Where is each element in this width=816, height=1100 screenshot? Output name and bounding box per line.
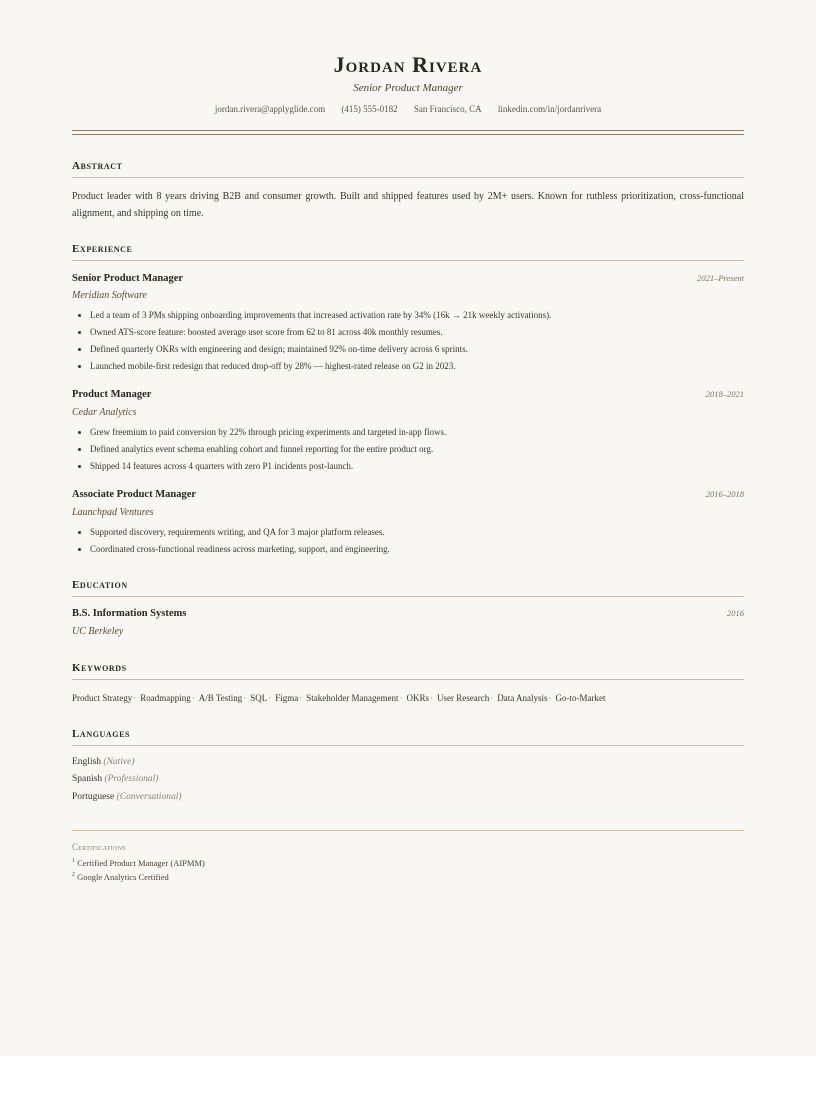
job-title: Associate Product Manager — [72, 489, 197, 500]
footnote-number: 2 — [72, 872, 75, 879]
bullet: • Owned ATS-score feature: boosted average user score from 62 to 81 across 40k monthly resumes. — [90, 324, 551, 341]
certification-text: Certified Product Manager (AIPMM) — [77, 858, 205, 868]
keyword-separator: · — [299, 693, 303, 703]
keyword: Data Analysis — [497, 693, 548, 703]
keyword-separator: · — [243, 693, 247, 703]
job-title: Product Manager — [72, 389, 152, 400]
contact-phone: (415) 555-0182 — [341, 104, 398, 114]
language-name: Portuguese — [72, 792, 115, 802]
keyword: Roadmapping — [140, 693, 191, 703]
job-dates: 2016–2018 — [705, 489, 744, 499]
keyword-separator: · — [548, 693, 552, 703]
language-name: English — [72, 757, 102, 767]
certification-text: Google Analytics Certified — [77, 872, 169, 882]
bullet: • Defined analytics event schema enabling cohort and funnel reporting for the entire product org. — [90, 441, 446, 458]
bullet: • Launched mobile-first redesign that reduced drop-off by 28% — highest-rated release on G2 in 2023. — [90, 358, 551, 375]
abstract-heading: Abstract — [72, 160, 744, 178]
job-bullets — [72, 424, 446, 475]
job-company: Cedar Analytics — [72, 407, 137, 418]
keyword-separator: · — [399, 693, 403, 703]
language-level: (Native) — [103, 757, 135, 767]
keywords-heading: Keywords — [72, 662, 744, 680]
bullet: • Shipped 14 features across 4 quarters with zero P1 incidents post-launch. — [90, 458, 446, 475]
candidate-name: Jordan Rivera — [333, 52, 483, 77]
footer-divider — [72, 830, 744, 831]
keyword: A/B Testing — [198, 693, 243, 703]
keyword-separator: · — [430, 693, 433, 703]
abstract-text: Product leader with 8 years driving B2B and consumer growth. Built and shipped features used by 2M+ users. Known for ruthless prioritization, cross-functional alignment, and shipping on time. — [72, 191, 744, 219]
language-item — [72, 792, 182, 802]
education-heading: Education — [72, 579, 744, 597]
language-name: Spanish — [72, 774, 103, 784]
contact-email[interactable]: jordan.rivera@applyglide.com — [214, 104, 326, 114]
keyword-separator: · — [268, 693, 272, 703]
languages-heading: Languages — [72, 728, 744, 746]
keyword-separator: · — [191, 693, 195, 703]
keyword: Figma — [275, 693, 299, 703]
school: UC Berkeley — [72, 626, 124, 637]
certification-item — [72, 858, 205, 868]
job-bullets — [72, 524, 390, 558]
keyword-separator: · — [133, 693, 137, 703]
certifications-heading: Certifications — [72, 842, 126, 852]
job-dates: 2018–2021 — [705, 389, 744, 399]
language-level: (Conversational) — [116, 792, 182, 802]
language-level: (Professional) — [104, 774, 159, 784]
degree: B.S. Information Systems — [72, 608, 187, 619]
bullet: • Defined quarterly OKRs with engineering and design; maintained 92% on-time delivery across 6 sprints. — [90, 341, 551, 358]
job-company: Launchpad Ventures — [72, 507, 154, 518]
keyword: Product Strategy — [72, 693, 133, 703]
keywords-list — [72, 693, 605, 703]
header-divider — [72, 130, 744, 135]
graduation-year: 2016 — [727, 608, 744, 618]
candidate-title: Senior Product Manager — [353, 82, 463, 94]
keyword-separator: · — [490, 693, 494, 703]
contact-line — [72, 104, 744, 114]
keyword: Stakeholder Management — [306, 693, 399, 703]
keyword: OKRs — [406, 693, 429, 703]
job-company: Meridian Software — [72, 290, 147, 301]
experience-heading: Experience — [72, 243, 744, 261]
language-item — [72, 757, 135, 767]
job-dates: 2021–Present — [697, 273, 744, 283]
bullet: • Coordinated cross-functional readiness across marketing, support, and engineering. — [90, 541, 390, 558]
keyword: SQL — [250, 693, 268, 703]
language-item — [72, 774, 158, 784]
keyword: User Research — [437, 693, 490, 703]
footnote-number: 1 — [72, 858, 75, 865]
bullet: • Grew freemium to paid conversion by 22% through pricing experiments and targeted in-app flows. — [90, 424, 446, 441]
contact-location: San Francisco, CA — [413, 104, 482, 114]
keyword: Go-to-Market — [555, 693, 606, 703]
job-title: Senior Product Manager — [72, 273, 184, 284]
certification-item — [72, 872, 169, 882]
contact-linkedin[interactable]: linkedin.com/in/jordanrivera — [497, 104, 602, 114]
bullet: • Supported discovery, requirements writing, and QA for 3 major platform releases. — [90, 524, 390, 541]
job-bullets — [72, 307, 551, 375]
bullet: • Led a team of 3 PMs shipping onboarding improvements that increased activation rate by 34% (16k → 21k weekly activations). — [90, 307, 551, 324]
